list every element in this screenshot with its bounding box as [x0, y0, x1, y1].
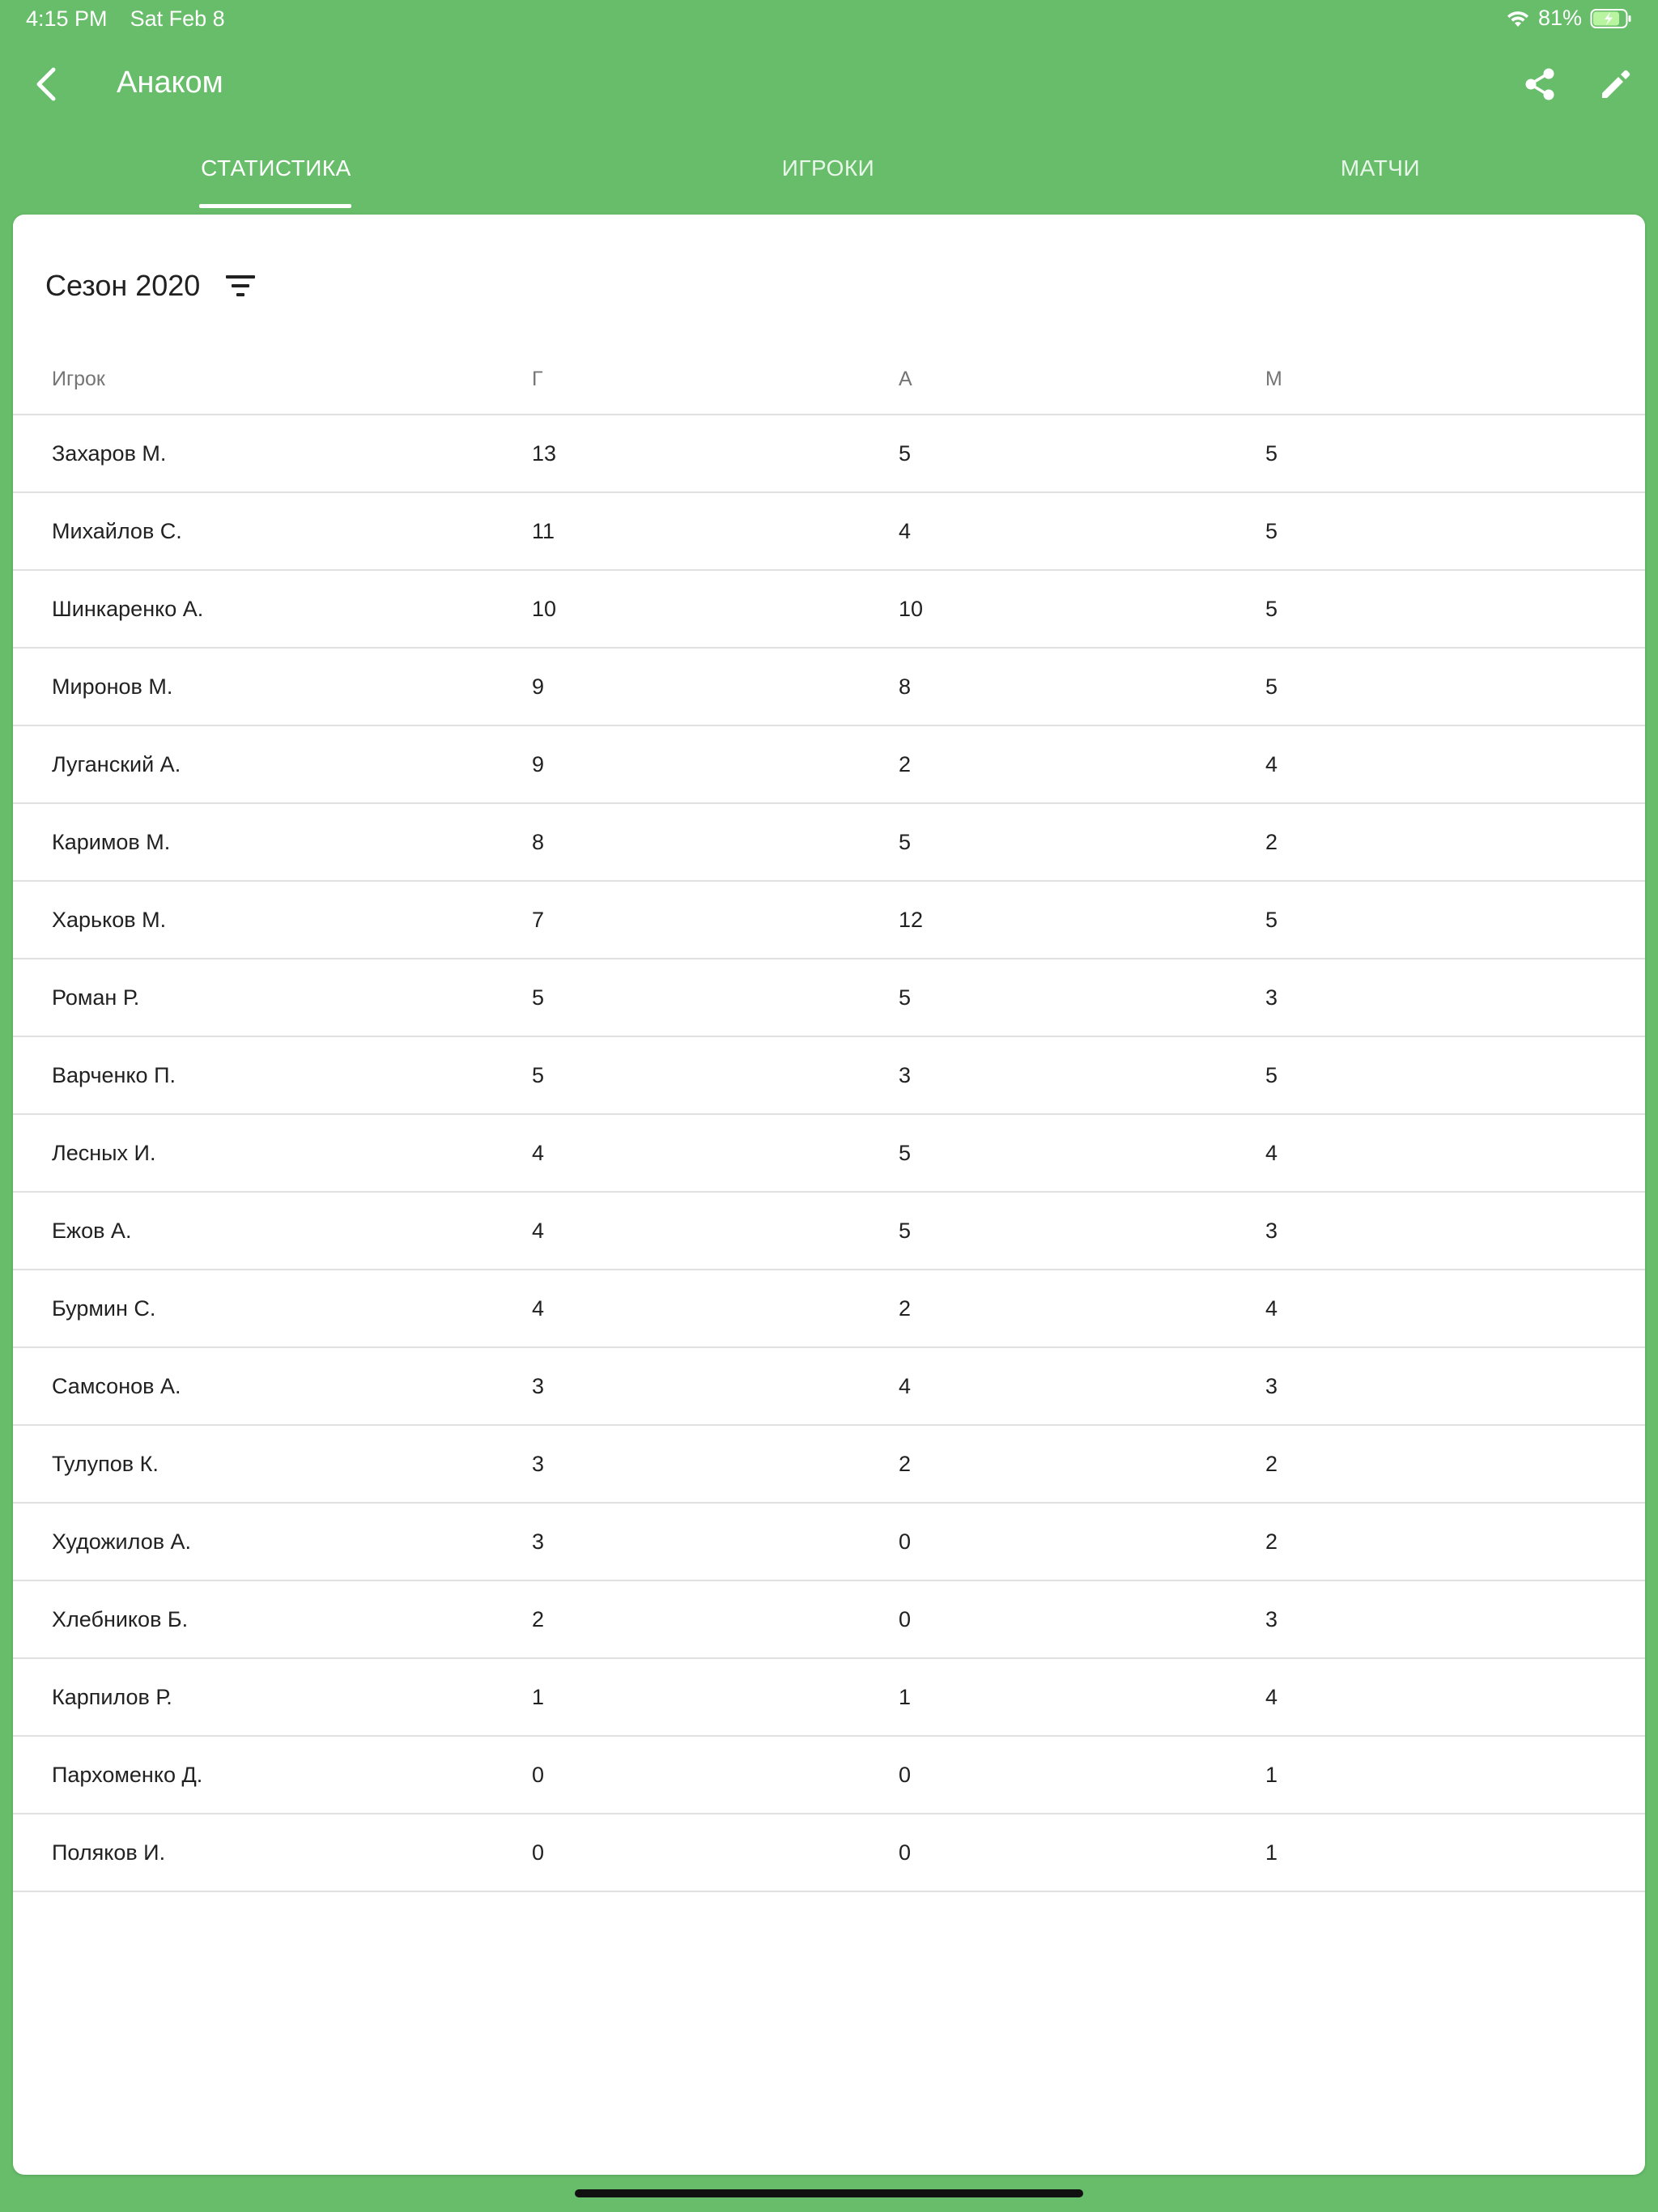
tab-indicator	[199, 204, 351, 208]
cell-goals: 8	[532, 830, 545, 854]
cell-goals: 10	[532, 597, 557, 621]
status-bar	[0, 0, 1658, 39]
cell-player: Варченко П.	[52, 1063, 176, 1087]
cell-matches: 1	[1265, 1763, 1278, 1787]
cell-matches: 5	[1265, 597, 1278, 621]
cell-goals: 9	[532, 674, 545, 699]
status-left	[26, 6, 225, 32]
table-row[interactable]	[13, 726, 1645, 804]
status-date: Sat Feb 8	[130, 6, 225, 31]
filter-button[interactable]	[221, 266, 260, 305]
table-header	[13, 342, 1645, 415]
cell-player: Роман Р.	[52, 985, 140, 1010]
cell-assists: 12	[899, 908, 924, 932]
wifi-icon	[1506, 9, 1530, 28]
edit-button[interactable]	[1593, 62, 1639, 107]
table-row[interactable]	[13, 571, 1645, 649]
cell-goals: 3	[532, 1374, 545, 1398]
cell-assists: 5	[899, 1219, 912, 1243]
cell-player: Пархоменко Д.	[52, 1763, 203, 1787]
cell-matches: 4	[1265, 1685, 1278, 1709]
tab-players-label: ИГРОКИ	[781, 155, 875, 181]
cell-player: Лесных И.	[52, 1141, 156, 1165]
table-row[interactable]	[13, 1115, 1645, 1193]
cell-matches: 4	[1265, 752, 1278, 776]
cell-assists: 0	[899, 1529, 912, 1554]
page-title: Анаком	[117, 66, 223, 100]
statistics-card	[13, 215, 1645, 2175]
cell-player: Шинкаренко А.	[52, 597, 204, 621]
table-row[interactable]	[13, 1348, 1645, 1426]
column-header-goals[interactable]: Г	[532, 368, 543, 390]
cell-assists: 5	[899, 985, 912, 1010]
table-row[interactable]	[13, 1814, 1645, 1892]
table-row[interactable]	[13, 804, 1645, 882]
cell-assists: 0	[899, 1607, 912, 1631]
cell-goals: 2	[532, 1607, 545, 1631]
tab-statistics-label: СТАТИСТИКА	[201, 155, 351, 181]
cell-player: Харьков М.	[52, 908, 167, 932]
cell-assists: 4	[899, 519, 912, 543]
statistics-table	[13, 342, 1645, 1892]
column-header-player[interactable]: Игрок	[52, 368, 105, 390]
season-title: Сезон 2020	[45, 269, 201, 302]
tab-players[interactable]	[552, 130, 1104, 209]
tab-matches-label: МАТЧИ	[1340, 155, 1421, 181]
cell-assists: 10	[899, 597, 924, 621]
battery-charging-icon	[1590, 8, 1632, 29]
cell-player: Захаров М.	[52, 441, 167, 466]
column-header-matches[interactable]: М	[1265, 368, 1282, 390]
cell-goals: 4	[532, 1296, 545, 1321]
cell-assists: 0	[899, 1840, 912, 1865]
cell-goals: 9	[532, 752, 545, 776]
cell-goals: 4	[532, 1141, 545, 1165]
chevron-left-icon	[32, 66, 62, 102]
table-row[interactable]	[13, 415, 1645, 493]
season-header	[45, 266, 260, 305]
cell-matches: 4	[1265, 1296, 1278, 1321]
cell-matches: 5	[1265, 674, 1278, 699]
cell-goals: 7	[532, 908, 545, 932]
cell-goals: 0	[532, 1840, 545, 1865]
table-row[interactable]	[13, 1737, 1645, 1814]
cell-matches: 1	[1265, 1840, 1278, 1865]
home-indicator	[575, 2189, 1083, 2197]
cell-assists: 2	[899, 1452, 912, 1476]
cell-goals: 4	[532, 1219, 545, 1243]
cell-matches: 2	[1265, 1452, 1278, 1476]
cell-player: Каримов М.	[52, 830, 171, 854]
table-row[interactable]	[13, 1193, 1645, 1270]
cell-assists: 2	[899, 1296, 912, 1321]
table-row[interactable]	[13, 959, 1645, 1037]
table-row[interactable]	[13, 493, 1645, 571]
cell-matches: 3	[1265, 1374, 1278, 1398]
cell-matches: 3	[1265, 1219, 1278, 1243]
tab-matches[interactable]	[1104, 130, 1656, 209]
cell-player: Ежов А.	[52, 1219, 132, 1243]
cell-player: Тулупов К.	[52, 1452, 159, 1476]
back-button[interactable]	[24, 62, 70, 107]
share-icon	[1522, 66, 1558, 102]
cell-player: Миронов М.	[52, 674, 173, 699]
cell-matches: 5	[1265, 1063, 1278, 1087]
cell-assists: 5	[899, 1141, 912, 1165]
battery-percent: 81%	[1537, 6, 1582, 30]
cell-assists: 3	[899, 1063, 912, 1087]
share-button[interactable]	[1517, 62, 1562, 107]
cell-assists: 4	[899, 1374, 912, 1398]
cell-matches: 3	[1265, 1607, 1278, 1631]
cell-assists: 5	[899, 830, 912, 854]
cell-goals: 11	[532, 519, 555, 543]
cell-assists: 8	[899, 674, 912, 699]
cell-matches: 5	[1265, 441, 1278, 466]
cell-matches: 2	[1265, 830, 1278, 854]
tab-bar	[0, 130, 1658, 209]
table-row[interactable]	[13, 1581, 1645, 1659]
cell-goals: 0	[532, 1763, 545, 1787]
table-row[interactable]	[13, 1659, 1645, 1737]
table-body	[13, 415, 1645, 1892]
cell-matches: 5	[1265, 519, 1278, 543]
cell-matches: 5	[1265, 908, 1278, 932]
cell-goals: 1	[532, 1685, 545, 1709]
cell-player: Бурмин С.	[52, 1296, 156, 1321]
table-row[interactable]	[13, 882, 1645, 959]
cell-goals: 3	[532, 1452, 545, 1476]
cell-player: Поляков И.	[52, 1840, 166, 1865]
cell-assists: 2	[899, 752, 912, 776]
table-row[interactable]	[13, 1037, 1645, 1115]
cell-player: Художилов А.	[52, 1529, 192, 1554]
filter-list-icon	[224, 272, 257, 300]
cell-goals: 3	[532, 1529, 545, 1554]
status-time: 4:15 PM	[26, 6, 108, 31]
cell-player: Михайлов С.	[52, 519, 182, 543]
pencil-icon	[1598, 66, 1634, 102]
status-right	[1506, 6, 1632, 31]
table-row[interactable]	[13, 1504, 1645, 1581]
cell-matches: 3	[1265, 985, 1278, 1010]
cell-player: Карпилов Р.	[52, 1685, 172, 1709]
cell-assists: 1	[899, 1685, 912, 1709]
cell-assists: 5	[899, 441, 912, 466]
cell-matches: 4	[1265, 1141, 1278, 1165]
cell-player: Самсонов А.	[52, 1374, 181, 1398]
cell-player: Хлебников Б.	[52, 1607, 189, 1631]
cell-goals: 5	[532, 985, 545, 1010]
table-row[interactable]	[13, 1426, 1645, 1504]
cell-matches: 2	[1265, 1529, 1278, 1554]
tab-statistics[interactable]	[0, 130, 552, 209]
table-row[interactable]	[13, 1270, 1645, 1348]
column-header-assists[interactable]: А	[899, 368, 912, 390]
cell-goals: 13	[532, 441, 557, 466]
cell-goals: 5	[532, 1063, 545, 1087]
table-row[interactable]	[13, 649, 1645, 726]
cell-player: Луганский А.	[52, 752, 181, 776]
cell-assists: 0	[899, 1763, 912, 1787]
